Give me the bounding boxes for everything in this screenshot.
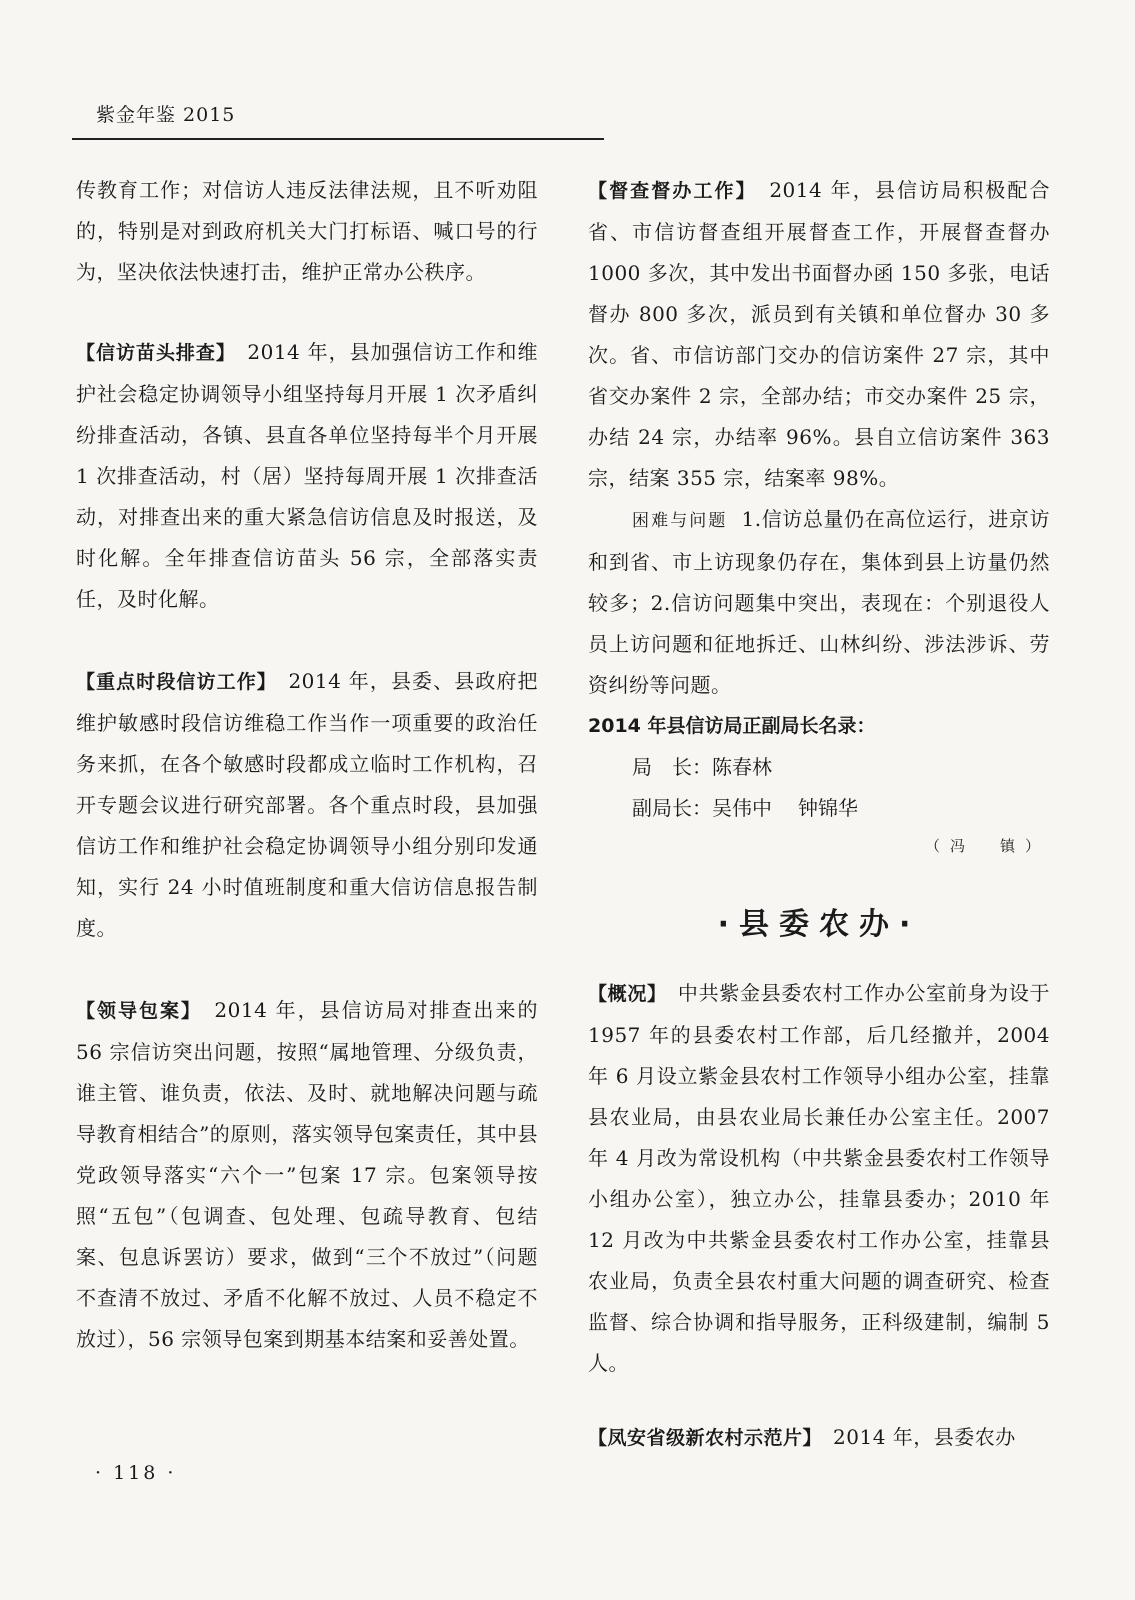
paragraph-supervision <box>588 170 1050 499</box>
roster-row-director <box>632 747 1050 788</box>
section-tag: 【凤安省级新农村示范片】 <box>588 1427 813 1449</box>
section-tag: 【信访苗头排查】 <box>76 342 227 364</box>
paragraph-text: 中共紫金县委农村工作办公室前身为设于 1957 年的县委农村工作部，后几经撤并，2004 年 6 月设立紫金县农村工作领导小组办公室，挂靠县农业局，由县农业局长兼任办公室主任。2007 年 4 月改为常设机构（中共紫金县委农村工作领导小组办公室），独立办公，挂靠县委办；2010 年 12 月改为中共紫金县委农村工作办公室，挂靠县农业局，负责全县农村重大问题的调查研究、检查监督、综合协调和指导服务，正科级建制，编制 5 人。 <box>588 981 1050 1375</box>
section-heading: ·县委农办· <box>717 907 921 942</box>
running-head-title: 紫金年鉴 2015 <box>96 104 236 126</box>
paragraph-overview <box>588 973 1050 1384</box>
paragraph-text: 2014 年，县委、县政府把维护敏感时段信访维稳工作当作一项重要的政治任务来抓，在各个敏感时段都成立临时工作机构，召开专题会议进行研究部署。各个重点时段，县加强信访工作和维护社会稳定协调领导小组分别印发通知，实行 24 小时值班制度和重大信访信息报告制度。 <box>76 669 538 940</box>
page-number: · 118 · <box>95 1462 177 1484</box>
paragraph-screening <box>76 332 538 620</box>
paragraph-text: 2014 年，县信访局对排查出来的 56 宗信访突出问题，按照“属地管理、分级负责，谁主管、谁负责，依法、及时、就地解决问题与疏导教育相结合”的原则，落实领导包案责任，其中县党政领导落实“六个一”包案 17 宗。包案领导按照“五包”（包调查、包处理、包疏导教育、包结案、包息诉罢访）要求，做到“三个不放过”（问题不查清不放过、矛盾不化解不放过、人员不稳定不放过），56 宗领导包案到期基本结案和妥善处置。 <box>76 998 538 1351</box>
left-column <box>76 170 538 1360</box>
roster-name: 钟锦华 <box>798 796 858 820</box>
paragraph-text: 1.信访总量仍在高位运行，进京访和到省、市上访现象仍存在，集体到县上访量仍然较多；2.信访问题集中突出，表现在：个别退役人员上访问题和征地拆迁、山林纠纷、涉法涉诉、劳资纠纷等问题。 <box>588 507 1051 697</box>
difficulties-label: 困难与问题 <box>632 511 728 531</box>
roster-title: 2014 年县信访局正副局长名录： <box>588 715 876 737</box>
paragraph-difficulties <box>588 499 1050 706</box>
author-signature: （冯 镇） <box>924 837 1050 855</box>
roster-row-deputy <box>632 788 1050 829</box>
roster-role: 副局长： <box>632 796 712 820</box>
paragraph-key-periods <box>76 661 538 949</box>
section-tag: 【督查督办工作】 <box>588 180 748 202</box>
right-column <box>588 170 1050 1459</box>
paragraph-text: 2014 年，县信访局积极配合省、市信访督查组开展督查工作，开展督查督办 1000 多次，其中发出书面督办函 150 多张，电话督办 800 多次，派员到有关镇和单位督办 30 多次。省、市信访部门交办的信访案件 27 宗，其中省交办案件 2 宗，全部办结；市交办案件 25 宗，办结 24 宗，办结率 96%。县自立信访案件 363 宗，结案 355 宗，结案率 98%。 <box>588 178 1050 490</box>
paragraph-text: 2014 年，县委农办 <box>812 1425 1016 1449</box>
section-tag: 【领导包案】 <box>76 1000 193 1022</box>
paragraph-text: 2014 年，县加强信访工作和维护社会稳定协调领导小组坚持每月开展 1 次矛盾纠纷排查活动，各镇、县直各单位坚持每半个月开展 1 次排查活动，村（居）坚持每周开展 1 次排查活动，对排查出来的重大紧急信访信息及时报送，及时化解。全年排查信访苗头 56 宗，全部落实责任，及时化解。 <box>76 340 538 611</box>
section-tag: 【概况】 <box>588 983 658 1005</box>
roster-name: 吴伟中 <box>712 796 772 820</box>
paragraph-fengan <box>588 1417 1050 1459</box>
roster-role: 局 长： <box>632 755 712 779</box>
header-rule <box>72 138 604 140</box>
paragraph-text: 传教育工作；对信访人违反法律法规，且不听劝阻的，特别是对到政府机关大门打标语、喊口号的行为，坚决依法快速打击，维护正常办公秩序。 <box>76 178 538 284</box>
roster-name: 陈春林 <box>712 755 772 779</box>
section-tag: 【重点时段信访工作】 <box>76 671 268 693</box>
paragraph-propaganda <box>76 170 538 293</box>
paragraph-leader-cases <box>76 990 538 1360</box>
